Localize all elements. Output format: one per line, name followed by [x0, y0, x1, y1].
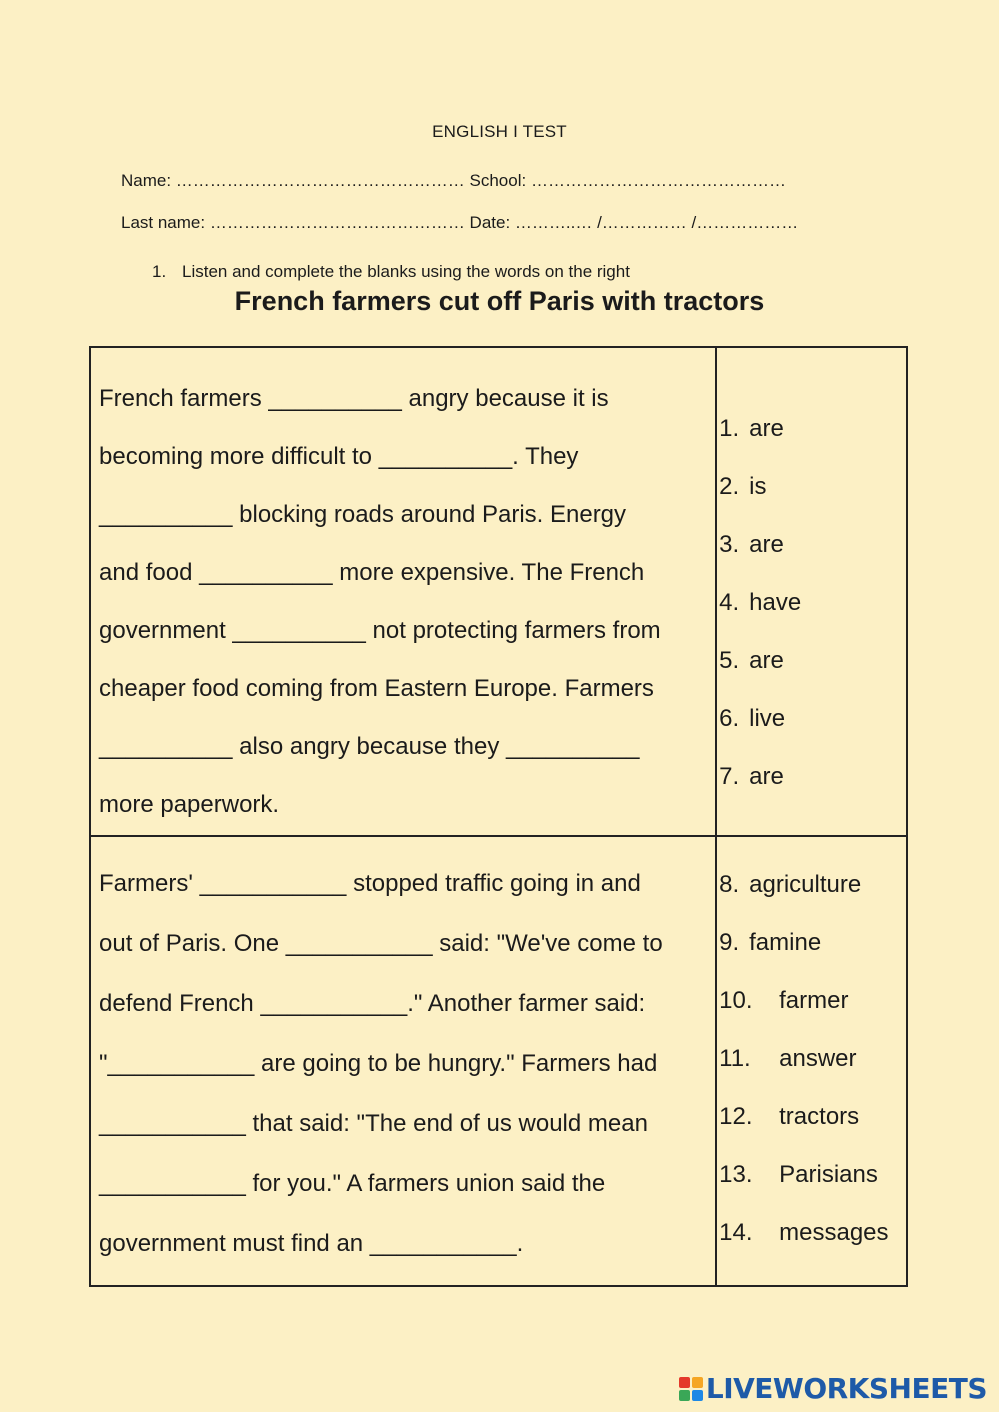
passage-line: government must find an ___________. — [99, 1230, 524, 1257]
word-bank-1 — [717, 348, 906, 806]
passage-1 — [91, 348, 715, 834]
liveworksheets-logo-icon — [679, 1377, 703, 1401]
word-bank-item: 10. farmer — [719, 987, 849, 1014]
word-bank-item: 6. live — [719, 705, 786, 732]
instruction — [152, 262, 630, 282]
word-bank-cell-2 — [716, 836, 907, 1286]
passage-line: defend French ___________." Another farmer said: — [99, 990, 646, 1017]
passage-cell-1 — [90, 347, 716, 836]
passage-line: government __________ not protecting farmers from — [99, 617, 661, 644]
passage-2 — [91, 837, 715, 1274]
logo-text: LIVEWORKSHEETS — [705, 1372, 987, 1405]
word-bank-2 — [717, 837, 906, 1262]
word-bank-cell-1 — [716, 347, 907, 836]
word-bank-item: 14. messages — [719, 1219, 889, 1246]
word-bank-item: 12. tractors — [719, 1103, 860, 1130]
word-bank-item: 7. are — [719, 763, 784, 790]
word-bank-item: 3. are — [719, 531, 784, 558]
passage-line: ___________ for you." A farmers union said the — [99, 1170, 606, 1197]
name-school-line: Name: …………………………………………… School: ……………………………………… — [121, 171, 786, 190]
passage-line: out of Paris. One ___________ said: "We've come to — [99, 930, 663, 957]
instruction-text: Listen and complete the blanks using the words on the right — [182, 262, 630, 281]
word-bank-item: 8. agriculture — [719, 871, 862, 898]
passage-line: ___________ that said: "The end of us would mean — [99, 1110, 648, 1137]
passage-line: more paperwork. — [99, 791, 280, 818]
passage-line: "___________ are going to be hungry." Farmers had — [99, 1050, 658, 1077]
word-bank-item: 1. are — [719, 415, 784, 442]
test-title: ENGLISH I TEST — [432, 122, 567, 141]
word-bank-item: 9. famine — [719, 929, 822, 956]
exercise-table — [89, 346, 908, 1287]
instruction-number: 1. — [152, 262, 167, 281]
exercise-row-1 — [90, 347, 907, 836]
passage-line: French farmers __________ angry because it is — [99, 385, 609, 412]
word-bank-item: 11. answer — [719, 1045, 857, 1072]
word-bank-item: 4. have — [719, 589, 802, 616]
passage-line: cheaper food coming from Eastern Europe. Farmers — [99, 675, 654, 702]
passage-cell-2 — [90, 836, 716, 1286]
passage-line: Farmers' ___________ stopped traffic going in and — [99, 870, 641, 897]
word-bank-item: 5. are — [719, 647, 784, 674]
liveworksheets-logo — [679, 1372, 987, 1405]
passage-line: __________ also angry because they __________ — [99, 733, 640, 760]
passage-line: becoming more difficult to __________. They — [99, 443, 579, 470]
article-title: French farmers cut off Paris with tractors — [234, 286, 765, 316]
word-bank-item: 2. is — [719, 473, 767, 500]
word-bank-item: 13. Parisians — [719, 1161, 878, 1188]
passage-line: and food __________ more expensive. The French — [99, 559, 645, 586]
lastname-date-line: Last name: ……………………………………… Date: ………..… /…………… /……………… — [121, 213, 799, 232]
exercise-row-2 — [90, 836, 907, 1286]
passage-line: __________ blocking roads around Paris. Energy — [99, 501, 627, 528]
